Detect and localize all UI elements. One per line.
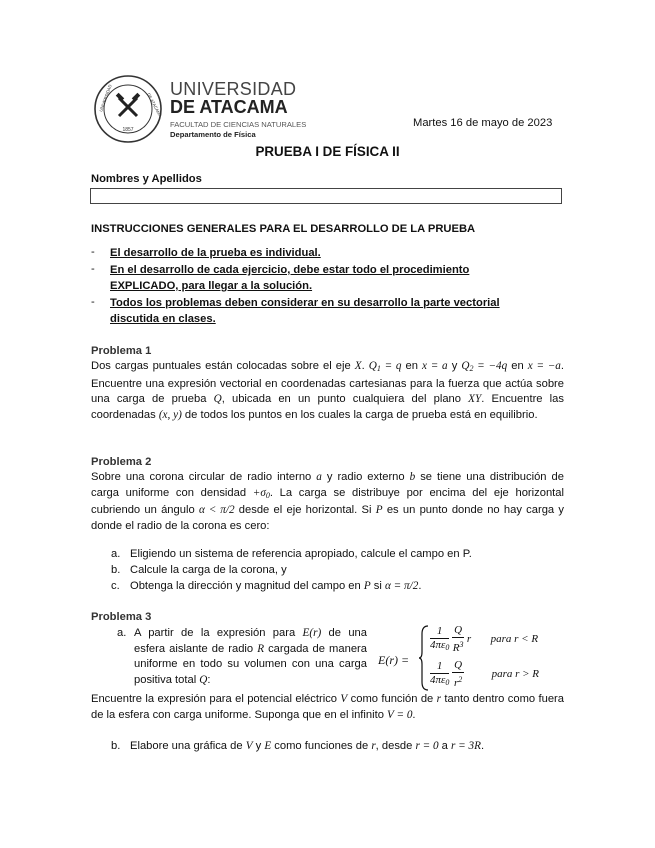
university-name-line1: UNIVERSIDAD [170, 79, 297, 99]
page-title: PRUEBA I DE FÍSICA II [255, 144, 400, 159]
problem-2-text: Sobre una corona circular de radio interno a y radio externo b se tiene una distribución de carga uniforme con densidad $+\sigma_0$. La carga se distribuye por encima del eje horizontal cubriendo un ángulo α < π/2 desde el eje horizontal. Si P es un punto donde no hay carga y donde el radio de la corona es cero: [91, 471, 564, 532]
seal-top-text: UNIVERSIDAD [98, 83, 113, 113]
university-logo-text [170, 80, 306, 140]
university-name-line2: DE ATACAMA [170, 97, 288, 117]
problem-2-item: Eligiendo un sistema de referencia apropiado, calcule el campo en P. [130, 548, 472, 560]
instruction-item: En el desarrollo de cada ejercicio, debe estar todo el procedimiento [110, 264, 470, 276]
formula-case-1: $\frac{1}{4\pi\varepsilon_0}$ $\frac{Q}{R^3}$ r para r < R [430, 624, 539, 654]
department-name: Departamento de Física [170, 130, 256, 139]
seal-year: 1857 [122, 127, 134, 133]
problem-3-paragraph: Encuentre la expresión para el potencial eléctrico V como función de r tanto dentro como fuera de la esfera con carga uniforme. Suponga que en el infinito V = 0. [91, 693, 565, 721]
instruction-item-cont: EXPLICADO, para llegar a la solución. [110, 280, 313, 292]
problem-3b-label: b. [111, 740, 121, 752]
instruction-item: Todos los problemas deben considerar en su desarrollo la parte vectorial [110, 297, 500, 309]
seal-right-text: DE ATACAMA [146, 92, 163, 118]
problem-2-title: Problema 2 [91, 456, 152, 468]
name-field[interactable] [90, 188, 562, 204]
formula-brace [418, 624, 430, 697]
problem-1-text: Dos cargas puntuales están colocadas sobre el eje X. $Q_1 = q$ en x = a y $Q_2 = -4q$ en x = −a. Encuentre una expresión vectorial en coordenadas cartesianas para la fuerza que actúa sobre una carga de prueba Q, ubicada en un punto cualquiera del plano XY. Encuentre las coordenadas (x, y) de todos los puntos en los cuales la carga de prueba está en equilibrio. [91, 360, 564, 421]
problem-3b-text: Elabore una gráfica de V y E como funciones de r, desde r = 0 a r = 3R. [130, 740, 485, 752]
bullet-dash: - [91, 246, 95, 258]
problem-3a-text: A partir de la expresión para E(r) de una esfera aislante de radio R cargada de manera uniforme en todo su volumen con una carga positiva total Q: [134, 627, 367, 686]
problem-2-item-label: a. [111, 548, 121, 560]
problem-3-title: Problema 3 [91, 611, 152, 623]
university-seal [93, 74, 163, 144]
name-label: Nombres y Apellidos [91, 173, 202, 185]
problem-2-item: Calcule la carga de la corona, y [130, 564, 287, 576]
formula-case-2: $\frac{1}{4\pi\varepsilon_0}$ $\frac{Q}{r^2}$ para r > R [430, 659, 540, 689]
problem-3a-label: a. [117, 627, 127, 639]
bullet-dash: - [91, 296, 95, 308]
problem-1-title: Problema 1 [91, 345, 152, 357]
faculty-name: FACULTAD DE CIENCIAS NATURALES [170, 120, 307, 129]
instruction-item-cont: discutida en clases. [110, 313, 216, 325]
bullet-dash: - [91, 263, 95, 275]
instruction-item: El desarrollo de la prueba es individual. [110, 247, 321, 259]
problem-2-item-label: b. [111, 564, 121, 576]
instructions-heading: INSTRUCCIONES GENERALES PARA EL DESARROLLO DE LA PRUEBA [91, 223, 476, 235]
field-formula-lhs: E(r) = [378, 653, 410, 667]
exam-date: Martes 16 de mayo de 2023 [413, 117, 553, 129]
problem-2-item-label: c. [111, 580, 120, 592]
problem-2-item: Obtenga la dirección y magnitud del campo en P si α = π/2. [130, 580, 422, 592]
